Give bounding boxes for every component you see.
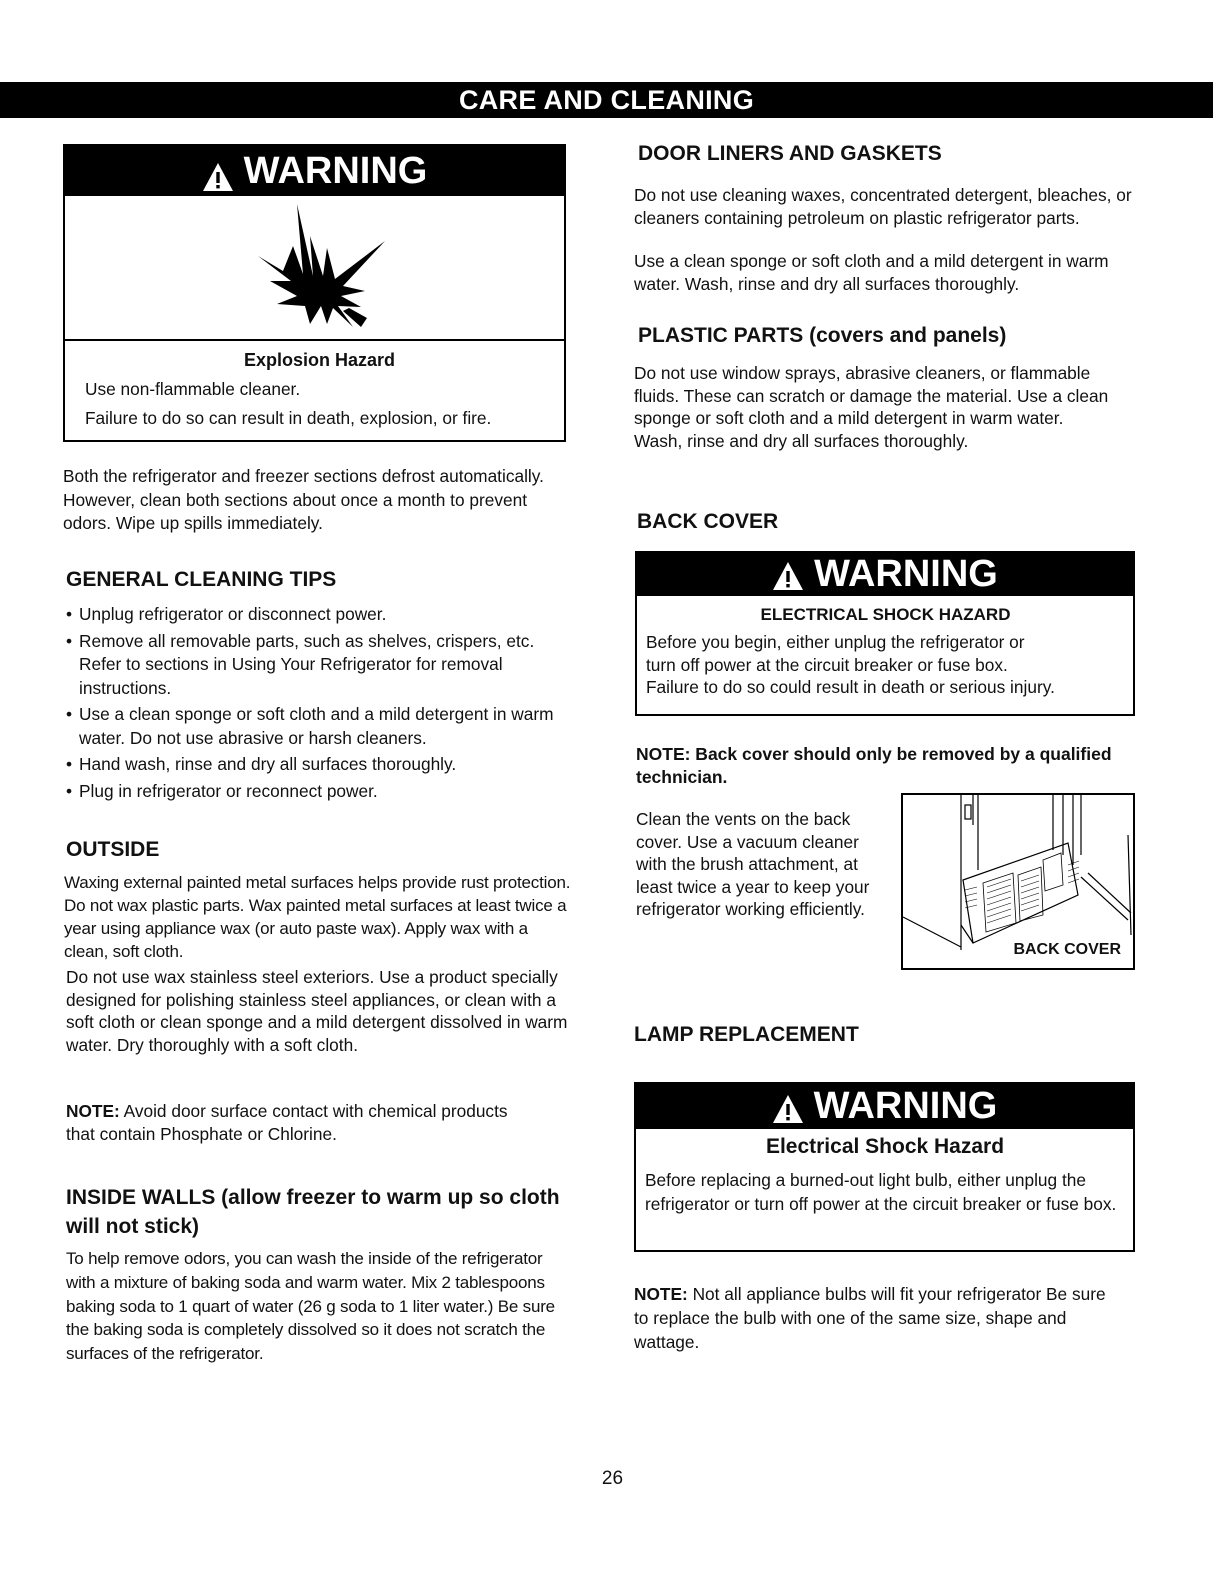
explosion-warning-box [63, 144, 566, 442]
outside-note: NOTE: Avoid door surface contact with chemical products that contain Phosphate or Chlorine. [66, 1101, 508, 1144]
door-liners-paragraph-2: Use a clean sponge or soft cloth and a mild detergent in warm water. Wash, rinse and dry all surfaces thoroughly. [634, 251, 1109, 294]
outside-paragraph-2: Do not use wax stainless steel exteriors. Use a product specially designed for polishing stainless steel appliances, or clean with a soft cloth or clean sponge and a mild detergent dissolved in warm water. Dry thoroughly with a soft cloth. [66, 967, 568, 1055]
lamp-replacement-heading: LAMP REPLACEMENT [634, 1023, 859, 1046]
hazard-line: Failure to do so can result in death, explosion, or fire. [85, 407, 492, 428]
warning-title: WARNING [813, 1085, 998, 1127]
general-cleaning-list [66, 603, 571, 806]
warning-title: WARNING [814, 553, 998, 595]
warning-triangle-icon [772, 558, 804, 588]
section-banner [0, 82, 1213, 118]
list-item: • Unplug refrigerator or disconnect power. [66, 604, 387, 624]
hazard-line: turn off power at the circuit breaker or fuse box. [646, 654, 1008, 675]
explosion-icon [65, 196, 564, 341]
warning-triangle-icon [202, 155, 234, 185]
note-label: NOTE: [66, 1101, 120, 1121]
list-item: • Remove all removable parts, such as shelves, crispers, etc. Refer to sections in Using Your Refrigerator for removal instructions. [66, 630, 535, 698]
inside-walls-heading: INSIDE WALLS (allow freezer to warm up so cloth will not stick) [66, 1186, 560, 1238]
intro-paragraph: Both the refrigerator and freezer sections defrost automatically. However, clean both sections about once a month to prevent odors. Wipe up spills immediately. [63, 466, 544, 533]
plastic-parts-heading: PLASTIC PARTS (covers and panels) [638, 324, 1007, 347]
door-liners-paragraph-1: Do not use cleaning waxes, concentrated detergent, bleaches, or cleaners containing petroleum on plastic refrigerator parts. [634, 185, 1132, 228]
hazard-text: Before replacing a burned-out light bulb, either unplug the refrigerator or turn off power at the circuit breaker or fuse box. [645, 1170, 1117, 1214]
warning-title: WARNING [243, 150, 428, 192]
lamp-warning-box [634, 1082, 1135, 1252]
back-cover-figure [901, 793, 1135, 970]
plastic-parts-paragraph: Do not use window sprays, abrasive cleaners, or flammable fluids. These can scratch or damage the material. Use a clean sponge or soft cloth and a mild detergent in warm water. Wash, rinse and dry all surfaces thoroughly. [634, 363, 1109, 451]
warning-triangle-icon [772, 1090, 804, 1120]
lamp-note: NOTE: Not all appliance bulbs will fit your refrigerator Be sure to replace the bulb with one of the same size, shape and wattage. [634, 1284, 1106, 1352]
door-liners-heading: DOOR LINERS AND GASKETS [638, 142, 942, 165]
hazard-line: Failure to do so could result in death or serious injury. [646, 677, 1055, 697]
hazard-title: ELECTRICAL SHOCK HAZARD [760, 605, 1011, 624]
outside-paragraph-1: Waxing external painted metal surfaces helps provide rust protection. Do not wax plastic parts. Wax painted metal surfaces at least twice a year using appliance wax (or auto paste wax). Apply wax with a clean, soft cloth. [64, 873, 571, 961]
back-cover-heading: BACK COVER [637, 510, 779, 533]
figure-label: BACK COVER [1013, 941, 1121, 958]
hazard-title: Explosion Hazard [243, 350, 396, 370]
back-cover-note: NOTE: Back cover should only be removed by a qualified technician. [636, 744, 1112, 787]
note-label: NOTE: [634, 1284, 688, 1304]
shock-warning-box [635, 551, 1135, 716]
hazard-line: Use non-flammable cleaner. [85, 379, 301, 399]
list-item: • Use a clean sponge or soft cloth and a mild detergent in warm water. Do not use abrasive or harsh cleaners. [66, 704, 554, 748]
warning-header [65, 146, 564, 196]
list-item: • Hand wash, rinse and dry all surfaces thoroughly. [66, 754, 457, 774]
hazard-title: Electrical Shock Hazard [765, 1135, 1005, 1158]
back-cover-paragraph: Clean the vents on the back cover. Use a vacuum cleaner with the brush attachment, at least twice a year to keep your refrigerator working efficiently. [636, 809, 870, 919]
hazard-line: Before you begin, either unplug the refrigerator or [646, 632, 1025, 652]
warning-header [637, 553, 1133, 596]
list-item: • Plug in refrigerator or reconnect power. [66, 780, 378, 801]
general-cleaning-heading: GENERAL CLEANING TIPS [66, 568, 337, 591]
section-title: CARE AND CLEANING [458, 85, 755, 115]
inside-walls-paragraph: To help remove odors, you can wash the inside of the refrigerator with a mixture of baking soda and warm water. Mix 2 tablespoons baking soda to 1 quart of water (26 g soda to 1 liter water.) Be sure the baking soda is completely dissolved so it does not scratch the surfaces of the refrigerator. [66, 1249, 555, 1364]
page-number: 26 [601, 1468, 624, 1489]
outside-heading: OUTSIDE [66, 838, 160, 861]
warning-header [636, 1084, 1133, 1129]
